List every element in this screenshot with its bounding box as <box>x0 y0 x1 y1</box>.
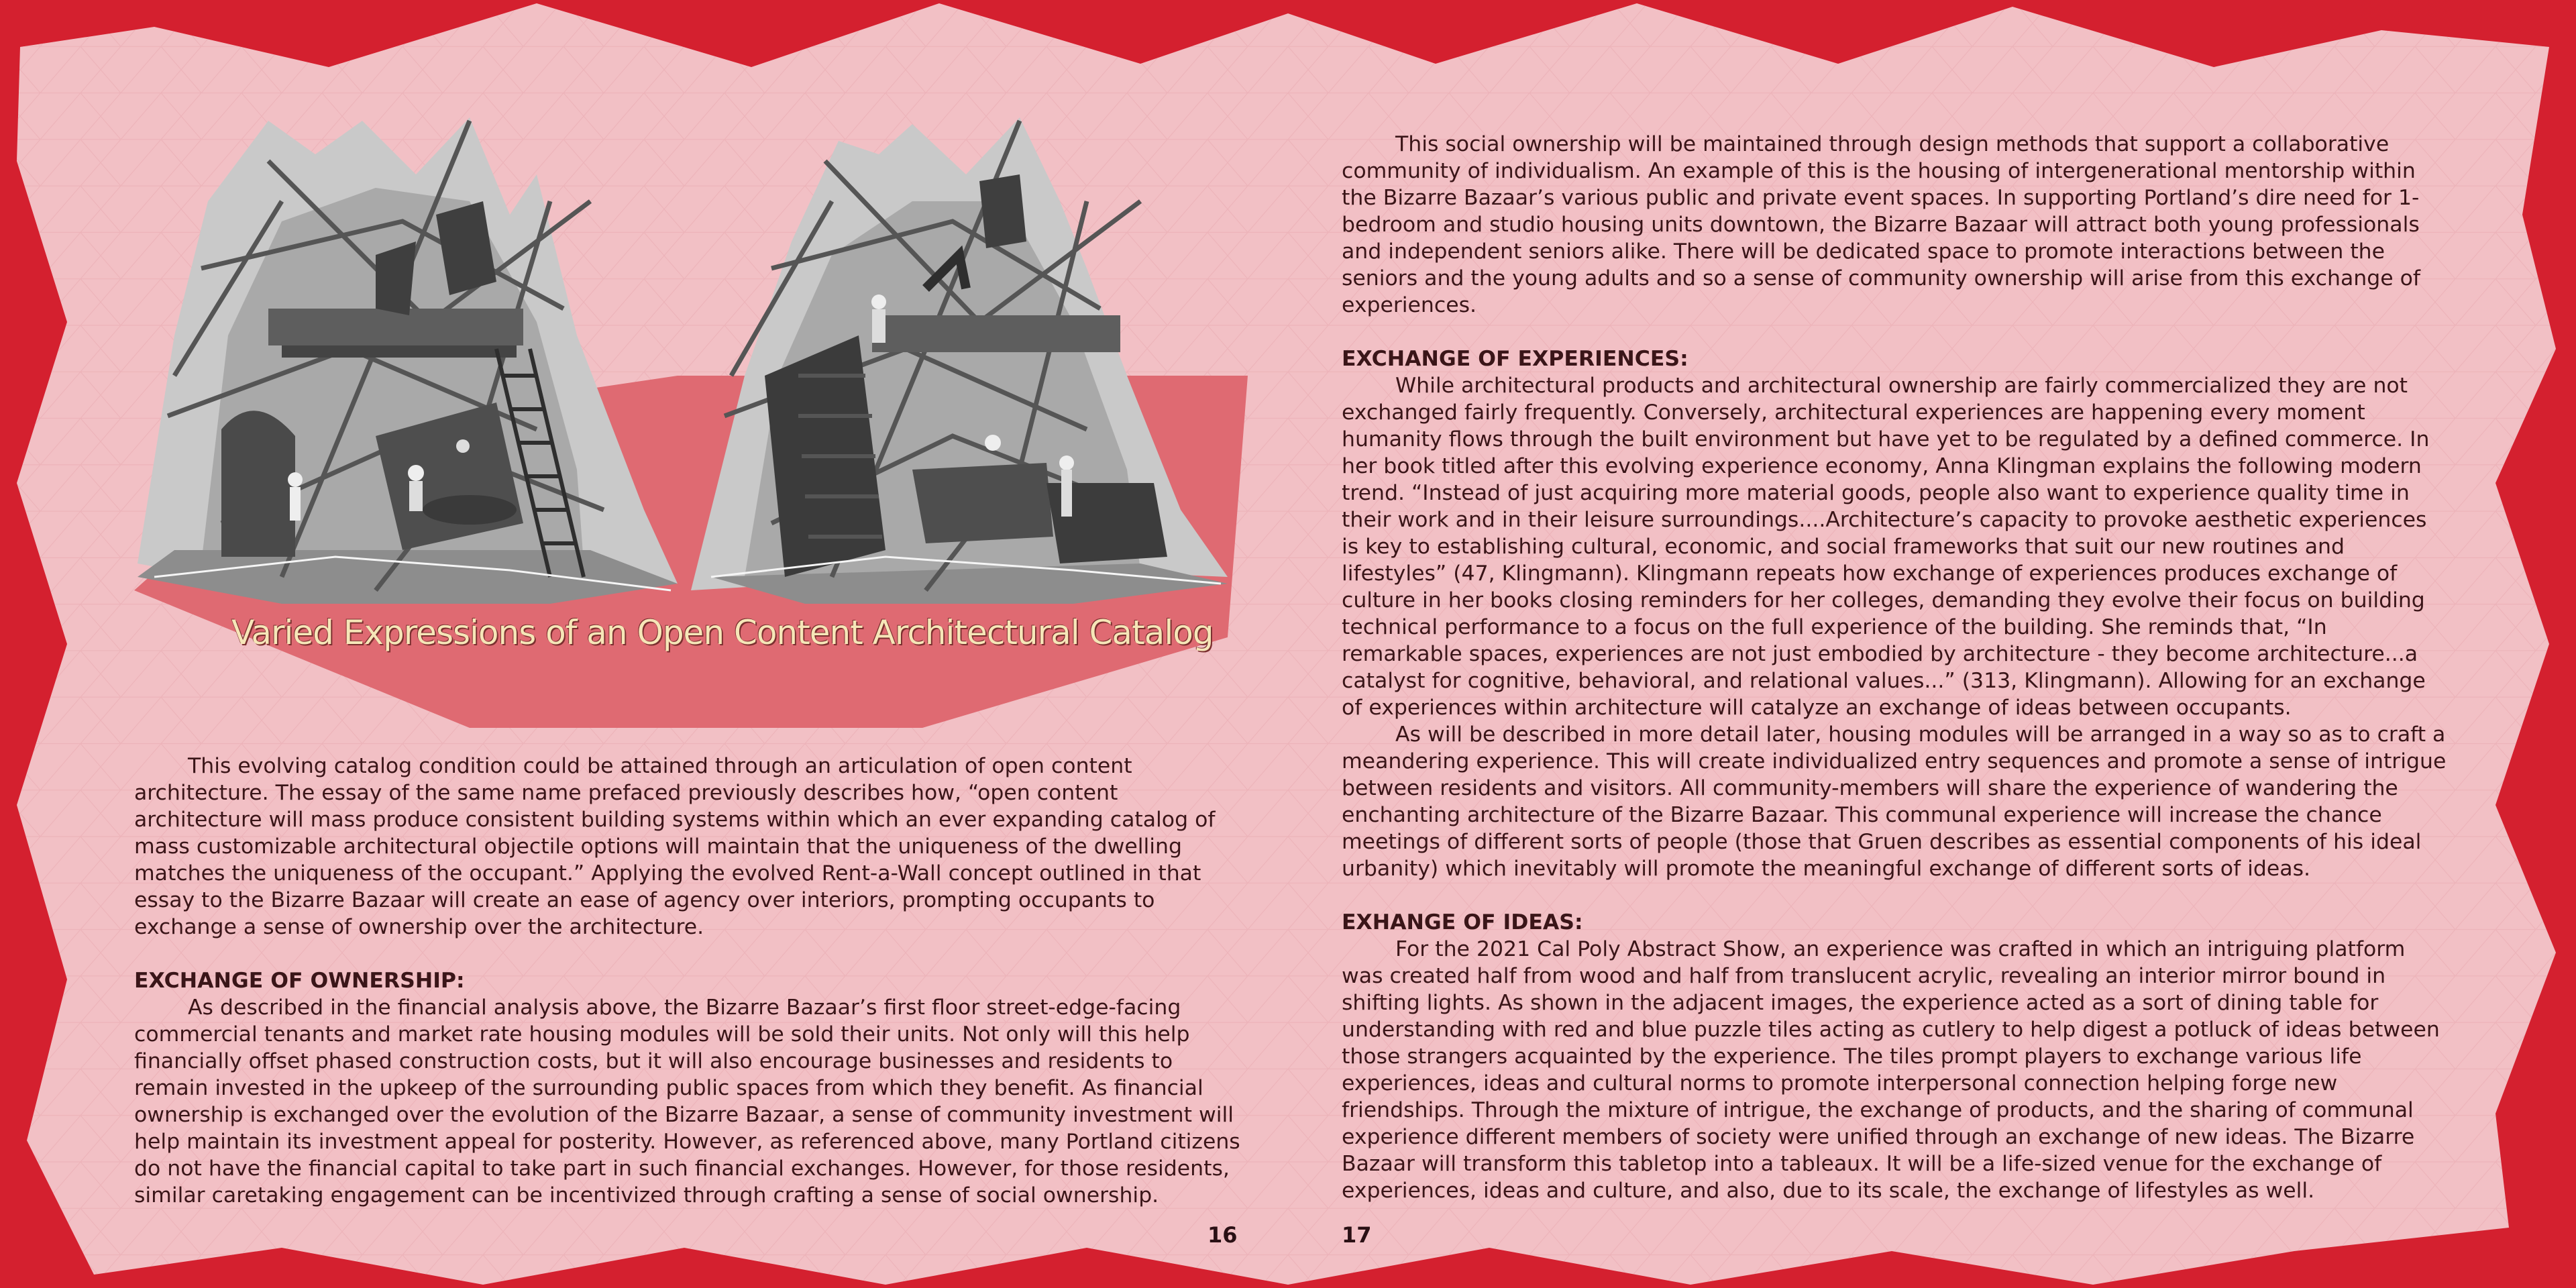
page-number-right: 17 <box>1342 1222 1372 1248</box>
ownership-paragraph: As described in the financial analysis above, the Bizarre Bazaar’s first floor street-edge-facing commercial tenants and market rate housing modules will be sold their units. Not only will this help financially offset phased construction costs, but it will also encourage businesses and residents to remain invested in the upkeep of the surrounding public spaces from which they benefit. As financial ownership is exchanged over the evolution of the Bizarre Bazaar, a sense of community investment will help maintain its investment appeal for posterity. However, as referenced above, many Portland citizens do not have the financial capital to take part in such financial exchanges. However, for those residents, similar caretaking engagement can be incentivized through crafting a sense of social ownership. <box>134 996 1240 1208</box>
intro-paragraph: This evolving catalog condition could be attained through an articulation of open content architecture. The essay of the same name prefaced previously describes how, “open content architecture will mass produce consistent building systems within which an ever expanding catalog of mass customizable architectural objectile options will maintain that the uniqueness of the dwelling matches the uniqueness of the occupant.” Applying the evolved Rent-a-Wall concept outlined in that essay to the Bizarre Bazaar will create an ease of agency over interiors, prompting occupants to exchange a sense of ownership over the architecture. <box>134 754 1216 939</box>
experiences-heading: EXCHANGE OF EXPERIENCES: <box>1342 347 1688 371</box>
image-caption: Varied Expressions of an Open Content Architectural Catalog <box>231 613 1214 652</box>
page-number-left: 16 <box>1208 1222 1238 1248</box>
experiences-paragraph-1: While architectural products and architectural ownership are fairly commercialized they are not exchanged fairly frequently. Conversely, architectural experiences are happening every moment humanity flows through the built environment but have yet to be regulated by a defined commerce. In her book titled after this evolving experience economy, Anna Klingman explains the following modern trend. “Instead of just acquiring more material goods, people also want to experience quality time in their work and in their leisure surroundings....Architecture’s capacity to provoke aesthetic experiences is key to establishing cultural, economic, and social frameworks that suit our new routines and lifestyles” (47, Klingmann). Klingmann repeats how exchange of experiences produces exchange of culture in her books closing reminders for her colleges, demanding they evolve their focus on building technical performance to a focus on the full experience of the building. She reminds that, “In remarkable spaces, experiences are not just embodied by architecture - they become architecture...a catalyst for cognitive, behavioral, and relational values...” (313, Klingmann). Allowing for an exchange of experiences within architecture will catalyze an exchange of ideas between occupants. <box>1342 374 2430 720</box>
social-ownership-paragraph: This social ownership will be maintained through design methods that support a collaborative community of individualism. An example of this is the housing of intergenerational mentorship within the Bizarre Bazaar’s various public and private event spaces. In supporting Portland’s dire need for 1-bedroom and studio housing units downtown, the Bizarre Bazaar will attract both young professionals and independent seniors alike. There will be dedicated space to promote interactions between the seniors and the young adults and so a sense of community ownership will arise from this exchange of experiences. <box>1342 132 2420 317</box>
ideas-heading: EXHANGE OF IDEAS: <box>1342 910 1583 934</box>
left-page-text <box>134 753 1241 1209</box>
right-page-text <box>1342 131 2449 1204</box>
experiences-paragraph-2: As will be described in more detail later, housing modules will be arranged in a way so as to craft a meandering experience. This will create individualized entry sequences and promote a sense of intrigue between residents and visitors. All community-members will share the experience of wandering the enchanting architecture of the Bizarre Bazaar. This communal experience will increase the chance meetings of different sorts of people (those that Gruen describes as essential components of his ideal urbanity) which inevitably will promote the meaningful exchange of different sorts of ideas. <box>1342 722 2447 881</box>
ownership-heading: EXCHANGE OF OWNERSHIP: <box>134 969 465 993</box>
ideas-paragraph: For the 2021 Cal Poly Abstract Show, an experience was crafted in which an intriguing platform was created half from wood and half from translucent acrylic, revealing an interior mirror bound in shifting lights. As shown in the adjacent images, the experience acted as a sort of dining table for understanding with red and blue puzzle tiles acting as cutlery to help digest a potluck of ideas between those strangers acquainted by the experience. The tiles prompt players to exchange various life experiences, ideas and cultural norms to promote interpersonal connection helping forge new friendships. Through the mixture of intrigue, the exchange of products, and the sharing of communal experience different members of society were unified through an exchange of new ideas. The Bizarre Bazaar will transform this tabletop into a tableaux. It will be a life-sized venue for the exchange of experiences, ideas and culture, and also, due to its scale, the exchange of lifestyles as well. <box>1342 937 2440 1203</box>
